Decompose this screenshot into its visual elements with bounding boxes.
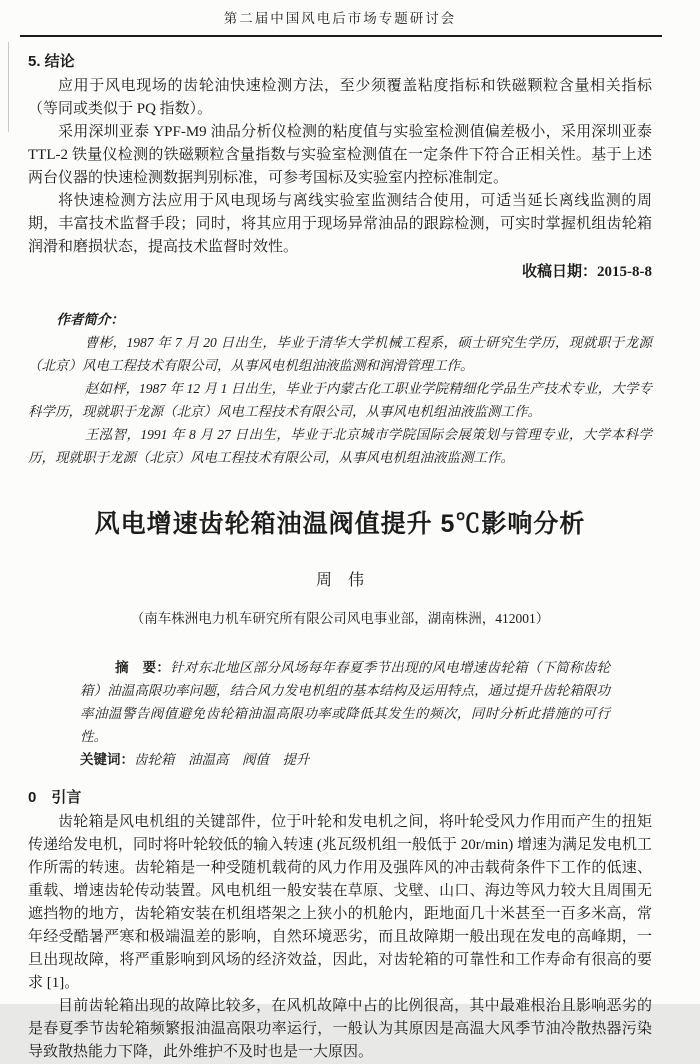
keywords-label: 关键词： <box>80 752 134 767</box>
intro-paragraph: 目前齿轮箱出现的故障比较多，在风机故障中占的比例很高，其中最难根治且影响恶劣的是春夏季节齿轮箱频繁报油温高限功率运行，一般认为其原因是高温大风季节油冷散热器污染导致散热能力下降，此外维护不及时也是一大原因。 <box>28 998 652 1060</box>
keywords-text: 齿轮箱 油温高 阀值 提升 <box>134 752 310 767</box>
keywords-block <box>80 748 610 771</box>
received-date: 收稿日期：2015-8-8 <box>522 264 652 280</box>
abstract-label: 摘 要： <box>115 660 171 675</box>
header-divider <box>20 35 662 37</box>
paper-author: 周 伟 <box>315 572 364 589</box>
author-bio: 曹彬，1987 年 7 月 20 日出生，毕业于清华大学机械工程系，硕士研究生学历，现就职于龙源（北京）风电工程技术有限公司，从事风电机组油液监测和润滑管理工作。 <box>28 335 652 373</box>
conclusion-heading: 5. 结论 <box>28 53 75 70</box>
conclusion-paragraph: 采用深圳亚泰 YPF-M9 油品分析仪检测的粘度值与实验室检测值偏差极小，采用深圳亚泰 TTL-2 铁量仪检测的铁磁颗粒含量指数与实验室检测值在一定条件下符合正相关性。基于上述两台仪器的快速检测数据判别标准，可参考国标及实验室内控标准制定。 <box>28 124 652 186</box>
conference-title: 第二届中国风电后市场专题研讨会 <box>223 11 457 26</box>
conclusion-paragraph: 将快速检测方法应用于风电现场与离线实验室监测结合使用，可适当延长离线监测的周期，丰富技术监督手段；同时，将其应用于现场异常油品的跟踪检测，可实时掌握机组齿轮箱润滑和磨损状态，提高技术监督时效性。 <box>28 193 652 255</box>
author-bio: 赵如枰，1987 年 12 月 1 日出生，毕业于内蒙古化工职业学院精细化学品生产技术专业，大学专科学历，现就职于龙源（北京）风电工程技术有限公司，从事风电机组油液监测工作。 <box>28 381 652 419</box>
intro-heading: 0 引言 <box>28 789 82 806</box>
abstract-text: 针对东北地区部分风场每年春夏季节出现的风电增速齿轮箱（下简称齿轮箱）油温高限功率问题，结合风力发电机组的基本结构及运用特点，通过提升齿轮箱限功率油温警告阀值避免齿轮箱油温高限功率或降低其发生的频次，同时分析此措施的可行性。 <box>80 660 611 744</box>
page-header <box>28 8 652 30</box>
scan-line-artifact <box>8 42 9 132</box>
paper-title: 风电增速齿轮箱油温阀值提升 5℃影响分析 <box>94 510 586 538</box>
conclusion-paragraph: 应用于风电现场的齿轮油快速检测方法，至少须覆盖粘度指标和铁磁颗粒含量相关指标（等同或类似于 PQ 指数）。 <box>28 78 652 117</box>
author-bio: 王泓智，1991 年 8 月 27 日出生，毕业于北京城市学院国际会展策划与管理专业，大学本科学历，现就职于龙源（北京）风电工程技术有限公司，从事风电机组油液监测工作。 <box>28 427 652 465</box>
intro-paragraph: 齿轮箱是风电机组的关键部件，位于叶轮和发电机之间，将叶轮受风力作用而产生的扭矩传递给发电机，同时将叶轮较低的输入转速 (兆瓦级机组一般低于 20r/min) 增速为满足发电机工作所需的转速。齿轮箱是一种受随机载荷的风力作用及强阵风的冲击载荷条件下工作的低速、重载、增速齿轮传动装置。风电机组一般安装在草原、戈壁、山口、海边等风力较大且周围无遮挡物的地方，齿轮箱安装在机组塔架之上狭小的机舱内，距地面几十米甚至一百多米高，常年经受酷暑严寒和极端温差的影响，自然环境恶劣，而且故障期一般出现在发电的高峰期，一旦出现故障，将严重影响到风场的经济效益，因此，对齿轮箱的可靠性和工作寿命有很高的要求 [1]。 <box>28 814 652 991</box>
authors-heading: 作者简介： <box>56 312 124 327</box>
paper-affiliation: （南车株洲电力机车研究所有限公司风电事业部，湖南株洲，412001） <box>130 611 550 626</box>
abstract-block <box>80 656 610 748</box>
